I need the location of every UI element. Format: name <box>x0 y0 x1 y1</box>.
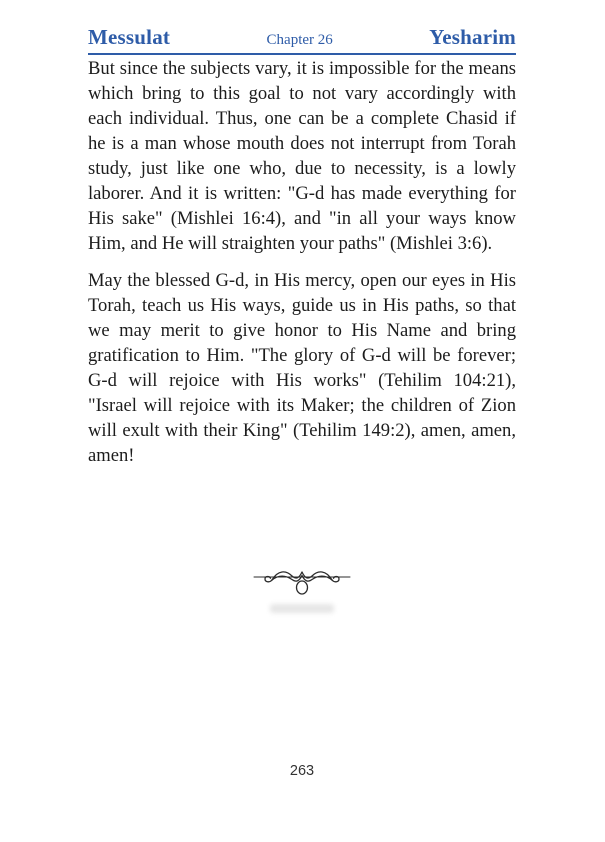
faint-smudge <box>270 604 334 613</box>
section-divider <box>88 563 516 613</box>
page-footer <box>88 762 516 780</box>
header-title-right: Yesharim <box>429 25 516 49</box>
page-number: 263 <box>289 763 315 779</box>
paragraph: But since the subjects vary, it is impossible for the means which bring to this goal to not vary accordingly with each individual. Thus, one can be a complete Chasid if he is a man whose mouth does not interrupt from Torah study, just like one who, due to necessity, is a lowly laborer. And it is written: "G-d has made everything for His sake" (Mishlei 16:4), and "in all your ways know Him, and He will straighten your paths" (Mishlei 3:6). <box>88 58 516 254</box>
scroll-flourish-icon <box>252 584 352 601</box>
paragraph: May the blessed G-d, in His mercy, open our eyes in His Torah, teach us His ways, guide us in His paths, so that we may merit to give honor to His Name and bring gratification to Him. "The glory of G-d will be forever; G-d will rejoice with His works" (Tehilim 104:21), "Israel will rejoice with its Maker; the children of Zion will exult with their King" (Tehilim 149:2), amen, amen, amen! <box>88 270 516 466</box>
header-chapter-label: Chapter 26 <box>266 32 333 48</box>
page-body <box>88 56 516 480</box>
page-header <box>88 25 516 55</box>
header-title-left: Messulat <box>88 25 171 49</box>
